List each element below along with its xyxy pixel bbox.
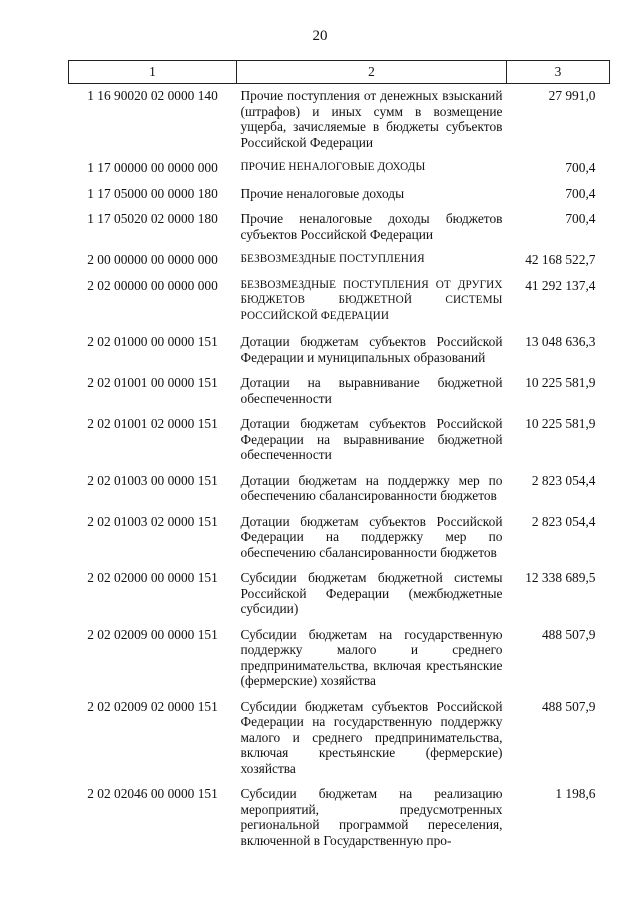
revenue-name-cell: Дотации бюджетам субъектов Российской Федерации на поддержку мер по обеспечению сбалансированности бюджетов: [240, 513, 503, 560]
budget-code-cell: 2 00 00000 00 0000 000: [87, 252, 218, 267]
header-column-1: 1: [69, 61, 237, 84]
revenue-name-cell: ПРОЧИЕ НЕНАЛОГОВЫЕ ДОХОДЫ: [240, 161, 426, 173]
budget-code-cell: 2 02 01001 02 0000 151: [87, 416, 218, 431]
table-row: [69, 699, 610, 787]
amount-cell: 27 991,0: [548, 88, 596, 103]
amount-cell: 12 338 689,5: [525, 570, 596, 585]
table-body: [69, 84, 610, 859]
table-row: [69, 334, 610, 375]
table-row: [69, 570, 610, 627]
budget-code-cell: 2 02 02009 02 0000 151: [87, 698, 218, 714]
revenue-name-cell: БЕЗВОЗМЕЗДНЫЕ ПОСТУПЛЕНИЯ ОТ ДРУГИХ БЮДЖЕТОВ БЮДЖЕТНОЙ СИСТЕМЫ РОССИЙСКОЙ ФЕДЕРАЦИИ: [240, 278, 503, 322]
amount-cell: 10 225 581,9: [525, 416, 596, 431]
header-column-2: 2: [237, 61, 507, 84]
budget-code-cell: 1 17 00000 00 0000 000: [87, 160, 218, 175]
table-row: [69, 186, 610, 212]
table-row: [69, 84, 610, 161]
budget-code-cell: 2 02 00000 00 0000 000: [87, 277, 218, 293]
revenue-name-cell: Прочие неналоговые доходы бюджетов субъектов Российской Федерации: [240, 211, 503, 242]
amount-cell: 1 198,6: [555, 786, 596, 801]
amount-cell: 42 168 522,7: [525, 252, 596, 267]
revenue-name-cell: Дотации на выравнивание бюджетной обеспеченности: [240, 375, 503, 406]
amount-cell: 700,4: [565, 185, 596, 201]
amount-cell: 488 507,9: [541, 626, 596, 642]
revenue-name-cell: Субсидии бюджетам бюджетной системы Российской Федерации (межбюджетные субсидии): [240, 570, 503, 616]
header-row: [69, 61, 610, 84]
budget-revenue-table: [68, 60, 610, 858]
revenue-name-cell: Дотации бюджетам субъектов Российской Федерации и муниципальных образований: [240, 334, 503, 365]
table-row: [69, 375, 610, 416]
table-row: [69, 160, 610, 186]
budget-code-cell: 2 02 01003 00 0000 151: [87, 472, 218, 488]
amount-cell: 41 292 137,4: [525, 277, 596, 293]
table-row: [69, 252, 610, 278]
budget-code-cell: 1 17 05000 00 0000 180: [87, 185, 218, 201]
budget-code-cell: 2 02 01001 00 0000 151: [87, 375, 218, 390]
amount-cell: 700,4: [565, 160, 596, 175]
budget-code-cell: 2 02 02009 00 0000 151: [87, 626, 218, 642]
revenue-name-cell: БЕЗВОЗМЕЗДНЫЕ ПОСТУПЛЕНИЯ: [240, 253, 425, 265]
budget-code-cell: 1 16 90020 02 0000 140: [87, 88, 218, 103]
header-column-3: 3: [507, 61, 610, 84]
revenue-name-cell: Субсидии бюджетам субъектов Российской Федерации на государственную поддержку малого и среднего предпринимательства, включая крестьянские (фермерские) хозяйства: [240, 698, 503, 776]
table-row: [69, 786, 610, 858]
revenue-name-cell: Субсидии бюджетам на государственную поддержку малого и среднего предпринимательства, включая крестьянские (фермерские) хозяйства: [240, 626, 503, 688]
revenue-name-cell: Прочие поступления от денежных взысканий (штрафов) и иных сумм в возмещение ущерба, зачисляемые в бюджеты субъектов Российской Федерации: [240, 88, 503, 150]
amount-cell: 700,4: [565, 211, 596, 226]
amount-cell: 2 823 054,4: [531, 472, 596, 488]
budget-code-cell: 1 17 05020 02 0000 180: [87, 211, 218, 226]
table-row: [69, 514, 610, 571]
amount-cell: 488 507,9: [541, 698, 596, 714]
revenue-name-cell: Субсидии бюджетам на реализацию мероприятий, предусмотренных региональной программой переселения, включенной в Государственную про-: [240, 786, 503, 848]
revenue-name-cell: Дотации бюджетам на поддержку мер по обеспечению сбалансированности бюджетов: [240, 472, 503, 503]
budget-code-cell: 2 02 02046 00 0000 151: [87, 786, 218, 801]
budget-code-cell: 2 02 01003 02 0000 151: [87, 513, 218, 529]
table-row: [69, 416, 610, 473]
amount-cell: 13 048 636,3: [525, 334, 596, 349]
table-header: [69, 61, 610, 84]
revenue-name-cell: Дотации бюджетам субъектов Российской Федерации на выравнивание бюджетной обеспеченности: [240, 416, 503, 462]
amount-cell: 2 823 054,4: [531, 513, 596, 529]
table-row: [69, 211, 610, 252]
table-row: [69, 278, 610, 335]
revenue-name-cell: Прочие неналоговые доходы: [240, 185, 405, 201]
amount-cell: 10 225 581,9: [525, 375, 596, 390]
budget-code-cell: 2 02 02000 00 0000 151: [87, 570, 218, 585]
page-number: 20: [312, 28, 328, 44]
budget-code-cell: 2 02 01000 00 0000 151: [87, 334, 218, 349]
table-row: [69, 473, 610, 514]
table-row: [69, 627, 610, 699]
